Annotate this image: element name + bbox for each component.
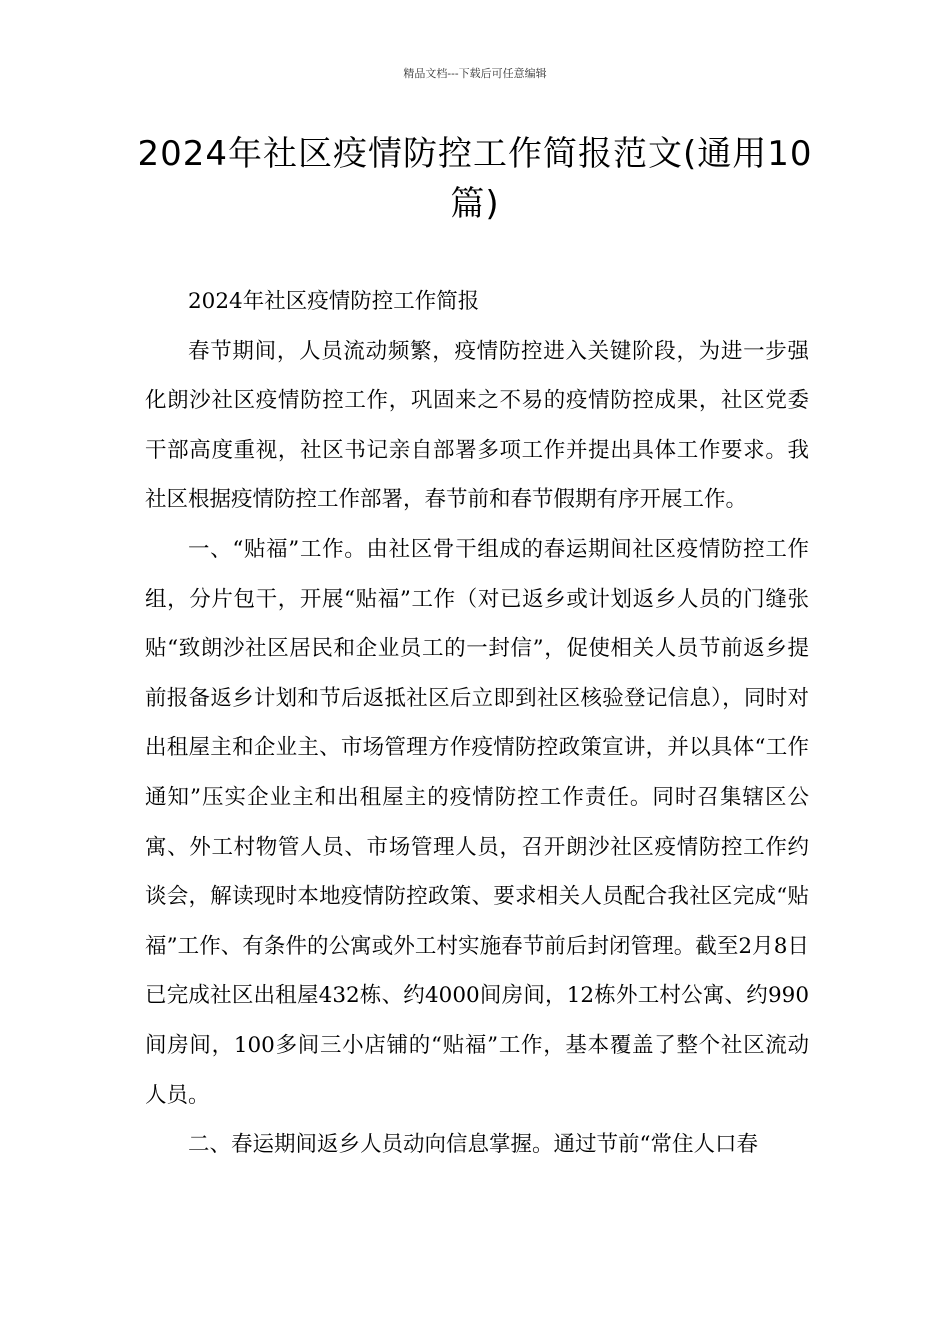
paragraph-intro: 春节期间，人员流动频繁，疫情防控进入关键阶段，为进一步强化朗沙社区疫情防控工作，巩固来之不易的疫情防控成果，社区党委干部高度重视，社区书记亲自部署多项工作并提出具体工作要求。我社区根据疫情防控工作部署，春节前和春节假期有序开展工作。 — [145, 338, 809, 513]
paragraph-section-2: 二、春运期间返乡人员动向信息掌握。通过节前“常住人口春 — [188, 1132, 758, 1158]
paragraph-section-1: 一、“贴福”工作。由社区骨干组成的春运期间社区疫情防控工作组，分片包干，开展“贴福”工作（对已返乡或计划返乡人员的门缝张贴“致朗沙社区居民和企业员工的一封信”，促使相关人员节前返乡提前报备返乡计划和节后返抵社区后立即到社区核验登记信息），同时对出租屋主和企业主、市场管理方作疫情防控政策宣讲，并以具体“工作通知”压实企业主和出租屋主的疫情防控工作责任。同时召集辖区公寓、外工村物管人员、市场管理人员，召开朗沙社区疫情防控工作约谈会，解读现时本地疫情防控政策、要求相关人员配合我社区完成“贴福”工作、有条件的公寓或外工村实施春节前后封闭管理。截至2月8日已完成社区出租屋432栋、约4000间房间，12栋外工村公寓、约990间房间，100多间三小店铺的“贴福”工作，基本覆盖了整个社区流动人员。 — [145, 536, 809, 1108]
document-body — [145, 277, 809, 1170]
document-title: 2024年社区疫情防控工作简报范文(通用10篇) — [137, 134, 813, 224]
header-note: 精品文档---下载后可任意编辑 — [403, 67, 547, 80]
section-heading: 2024年社区疫情防控工作简报 — [188, 289, 480, 314]
